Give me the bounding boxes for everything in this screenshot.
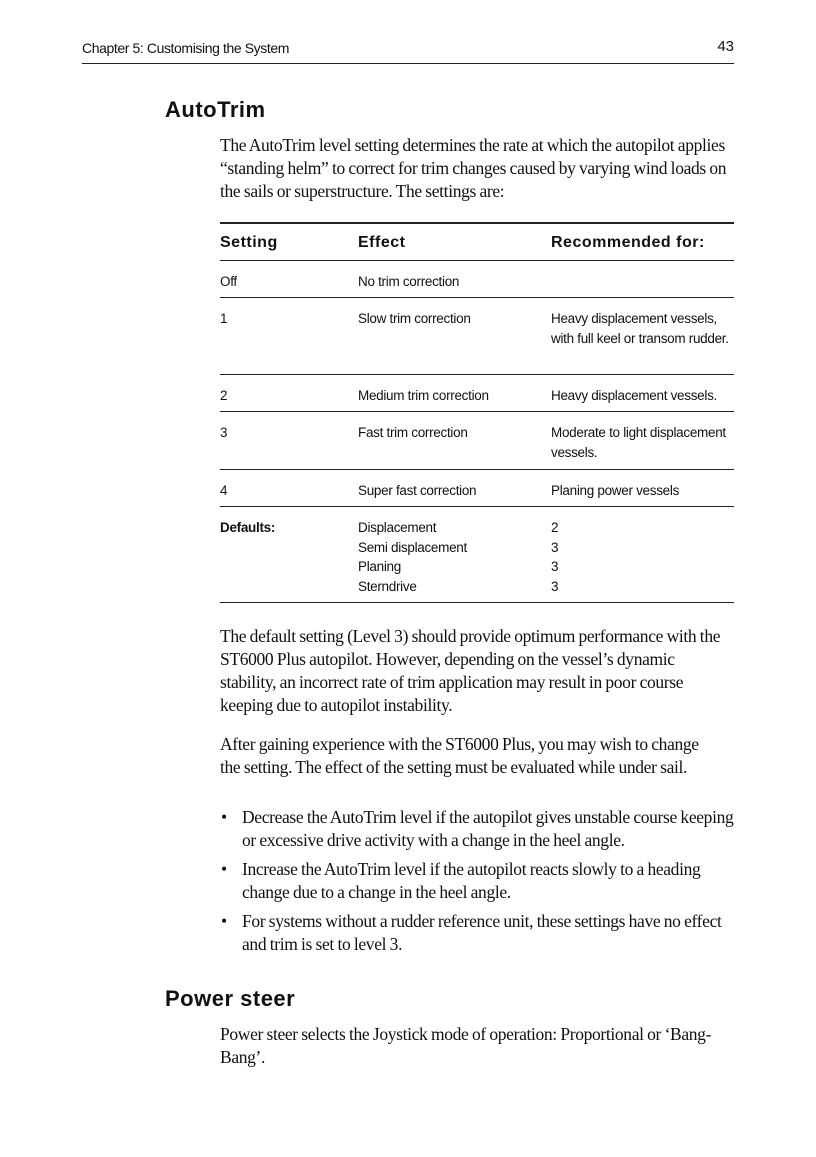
vessel-type: Displacement bbox=[358, 520, 437, 535]
column-header-recommended: Recommended for: bbox=[551, 234, 705, 251]
recommended-cell: Moderate to light displacement vessels. bbox=[551, 425, 726, 460]
list-item-text: For systems without a rudder reference unit, these settings have no effect and trim is set to level 3. bbox=[242, 911, 722, 954]
effect-cell: Fast trim correction bbox=[358, 425, 468, 440]
bullet-icon: • bbox=[221, 859, 227, 879]
autotrim-paragraph-default: The default setting (Level 3) should provide optimum performance with the ST6000 Plus autopilot. However, depending on the vessel’s dynamic stability, an incorrect rate of trim application may result in poor course keeping due to autopilot instability. bbox=[220, 626, 721, 715]
table-row bbox=[220, 469, 734, 506]
list-item bbox=[220, 910, 734, 956]
effect-cell: Slow trim correction bbox=[358, 311, 471, 326]
column-header-setting: Setting bbox=[220, 234, 278, 251]
default-level: 2 bbox=[551, 520, 559, 535]
setting-cell: 4 bbox=[220, 483, 228, 498]
list-item bbox=[220, 806, 734, 852]
defaults-levels bbox=[551, 518, 734, 596]
setting-cell: 3 bbox=[220, 425, 228, 440]
page-header bbox=[82, 38, 734, 64]
recommended-cell: Heavy displacement vessels. bbox=[551, 388, 717, 403]
table-row bbox=[220, 260, 734, 297]
autotrim-settings-table bbox=[220, 222, 734, 603]
defaults-label: Defaults: bbox=[220, 520, 276, 535]
recommended-cell: Planing power vessels bbox=[551, 483, 680, 498]
table-header-row bbox=[220, 222, 734, 260]
default-level: 3 bbox=[551, 539, 559, 555]
list-item-text: Decrease the AutoTrim level if the autopilot gives unstable course keeping or excessive drive activity with a change in the heel angle. bbox=[242, 807, 734, 850]
chapter-title: Chapter 5: Customising the System bbox=[82, 40, 290, 56]
effect-cell: Super fast correction bbox=[358, 483, 477, 498]
column-header-effect: Effect bbox=[358, 234, 406, 251]
vessel-type: Sterndrive bbox=[358, 578, 417, 594]
section-heading-power-steer: Power steer bbox=[165, 986, 296, 1011]
table-row bbox=[220, 411, 734, 469]
defaults-row bbox=[220, 506, 734, 602]
setting-cell: 1 bbox=[220, 311, 228, 326]
defaults-types bbox=[358, 518, 467, 596]
setting-cell: Off bbox=[220, 274, 237, 289]
setting-cell: 2 bbox=[220, 388, 228, 403]
recommended-cell: Heavy displacement vessels, with full keel or transom rudder. bbox=[551, 311, 729, 346]
power-steer-text: Power steer selects the Joystick mode of operation: Proportional or ‘Bang-Bang’. bbox=[220, 1024, 712, 1067]
list-item-text: Increase the AutoTrim level if the autopilot reacts slowly to a heading change due to a change in the heel angle. bbox=[242, 859, 701, 902]
default-level: 3 bbox=[551, 578, 559, 594]
vessel-type: Planing bbox=[358, 559, 401, 574]
autotrim-paragraph-experience: After gaining experience with the ST6000 Plus, you may wish to change the setting. The effect of the setting must be evaluated while under sail. bbox=[220, 734, 699, 777]
list-item bbox=[220, 858, 734, 904]
page-number: 43 bbox=[717, 38, 734, 55]
autotrim-intro: The AutoTrim level setting determines the rate at which the autopilot applies “standing helm” to correct for trim changes caused by varying wind loads on the sails or superstructure. The settings are: bbox=[220, 135, 727, 201]
table-row bbox=[220, 374, 734, 411]
bullet-icon: • bbox=[221, 807, 227, 827]
autotrim-bullet-list bbox=[220, 806, 734, 962]
default-level: 3 bbox=[551, 559, 559, 574]
table-bottom-rule bbox=[220, 602, 734, 603]
effect-cell: No trim correction bbox=[358, 274, 460, 289]
bullet-icon: • bbox=[221, 911, 227, 931]
section-heading-autotrim: AutoTrim bbox=[165, 97, 266, 122]
effect-cell: Medium trim correction bbox=[358, 388, 489, 403]
vessel-type: Semi displacement bbox=[358, 539, 467, 555]
table-row bbox=[220, 297, 734, 374]
